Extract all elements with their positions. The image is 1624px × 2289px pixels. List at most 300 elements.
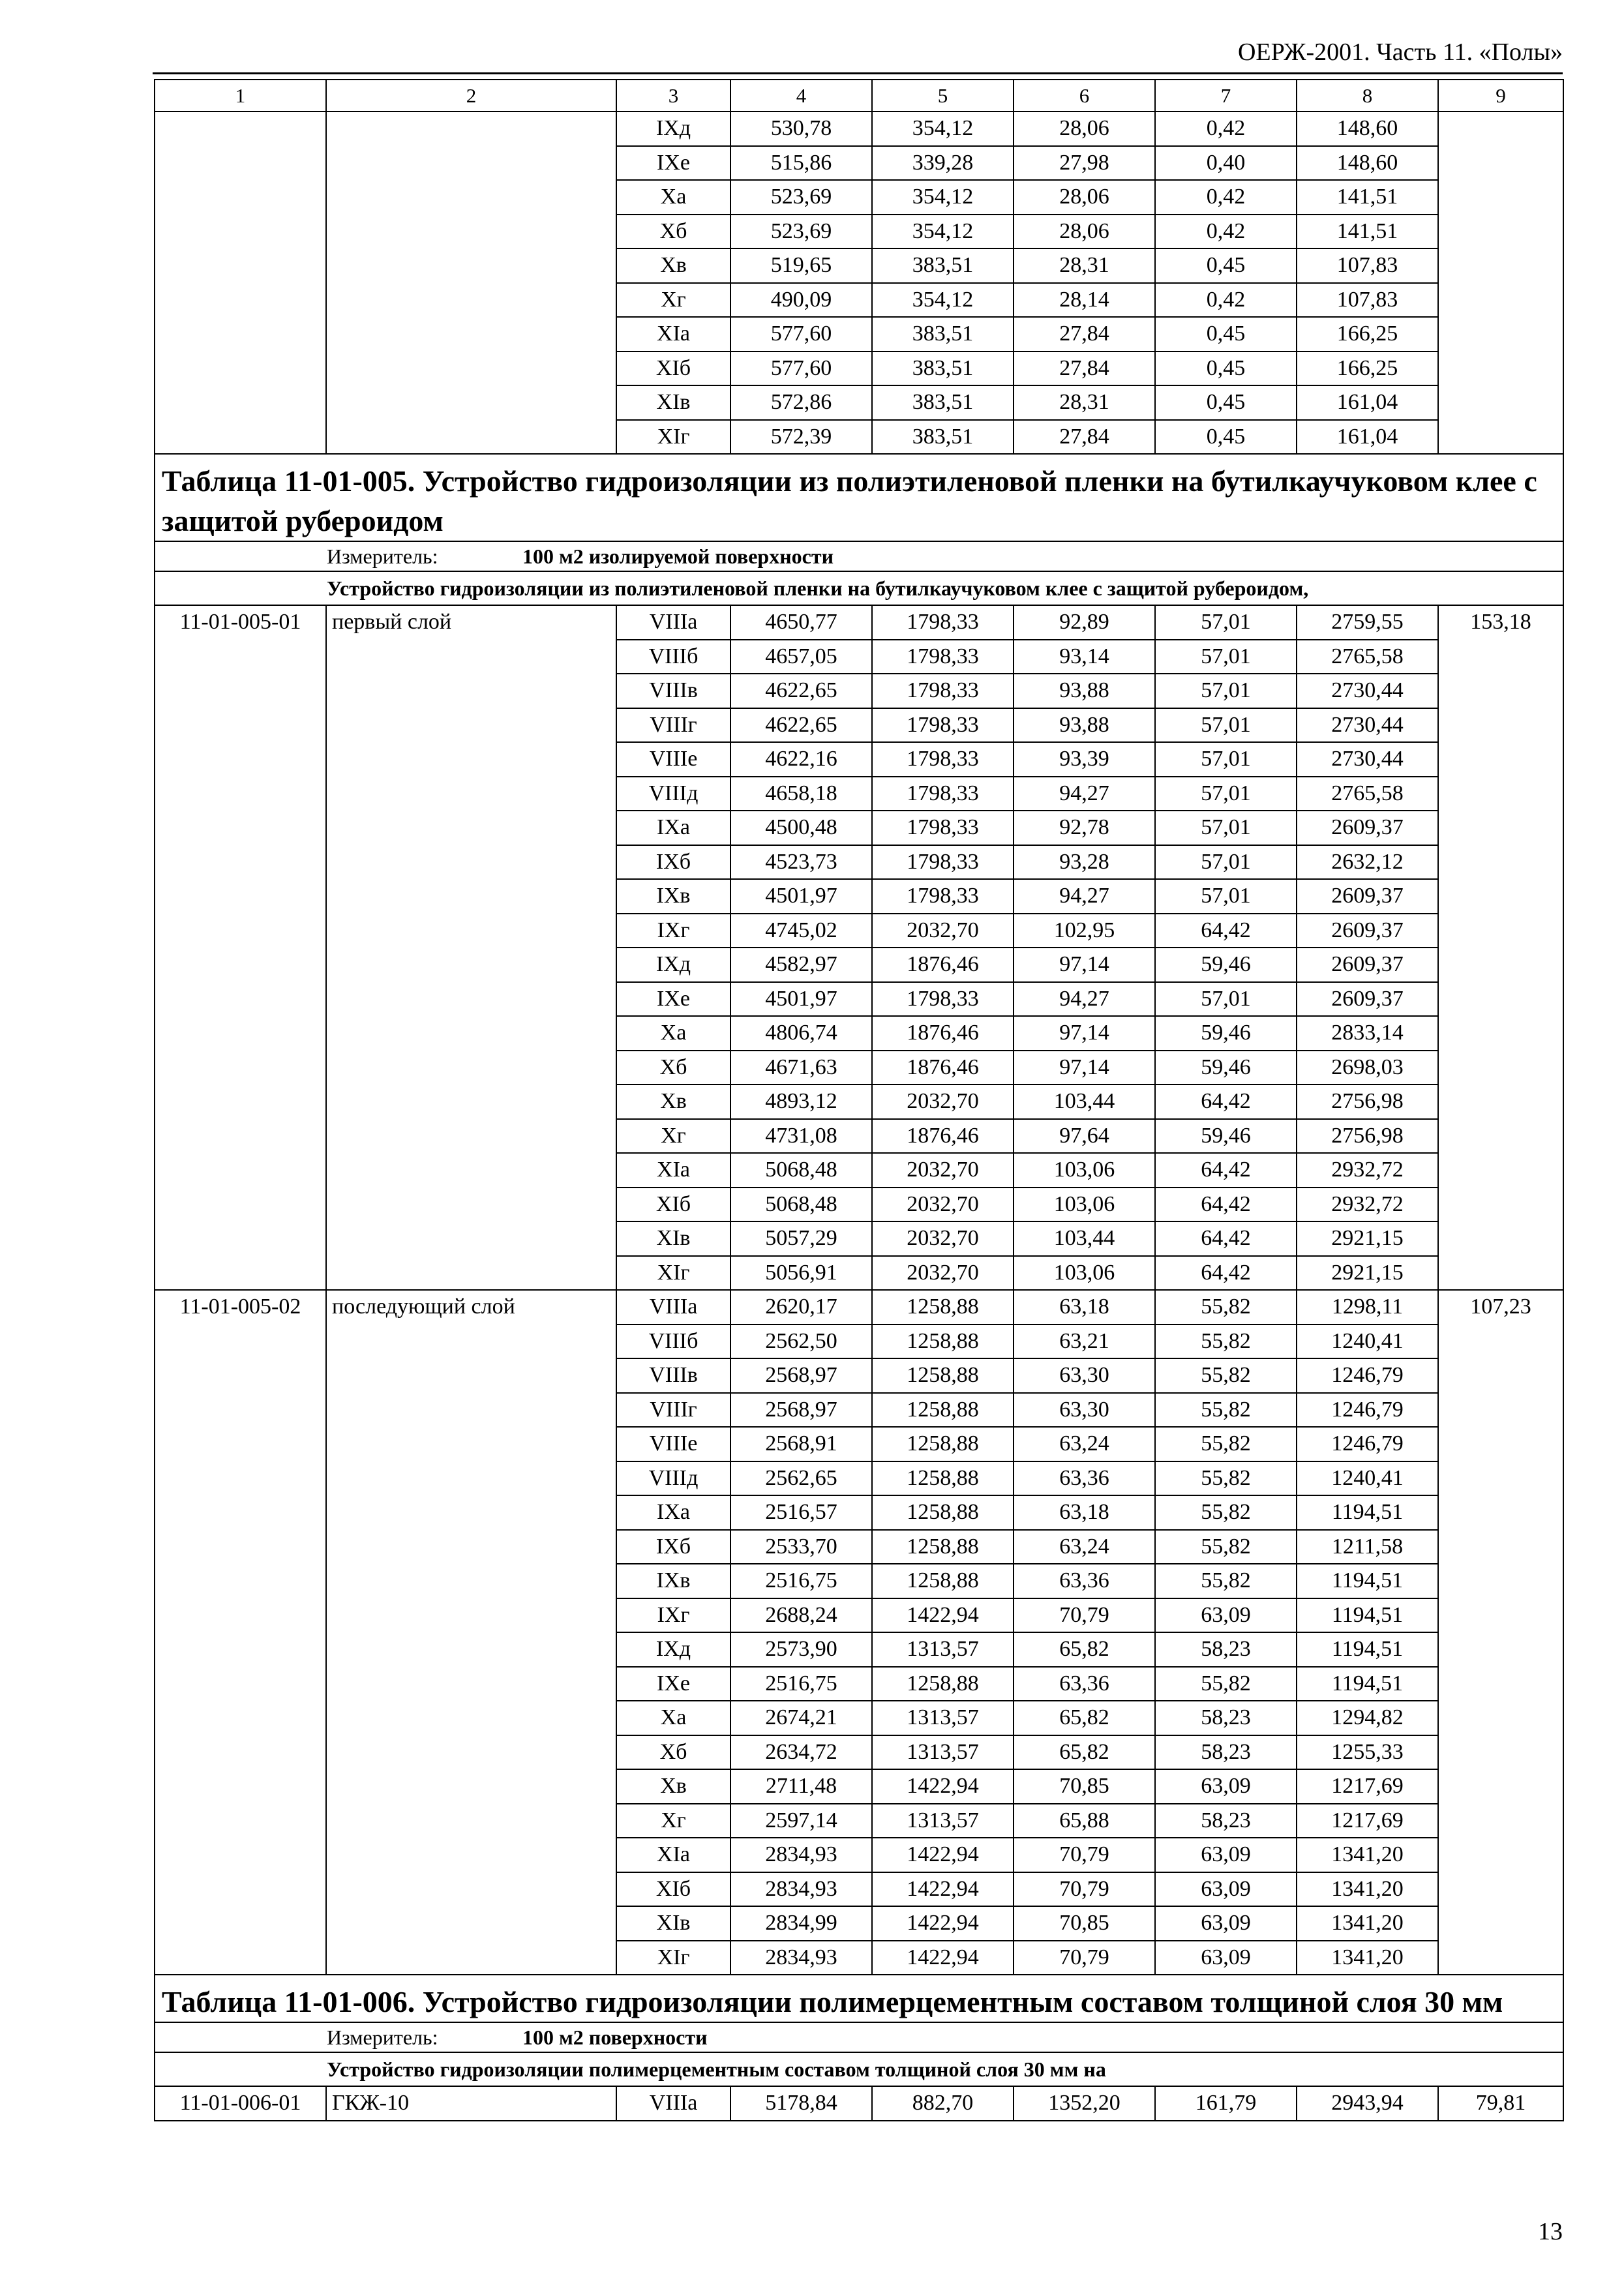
subheading: Устройство гидроизоляции полимерцементным составом толщиной слоя 30 мм на <box>155 2052 1563 2086</box>
value-cell: 2573,90 <box>730 1632 872 1667</box>
value-cell: 4658,18 <box>730 777 872 811</box>
value-cell: 383,51 <box>872 352 1014 386</box>
zone-cell: IXв <box>616 879 730 914</box>
zone-cell: IXе <box>616 982 730 1017</box>
value-cell: 28,06 <box>1014 215 1155 249</box>
value-cell: 161,04 <box>1297 420 1438 455</box>
value-cell: 2032,70 <box>872 1153 1014 1188</box>
zone-cell: Xб <box>616 215 730 249</box>
value-cell: 94,27 <box>1014 777 1155 811</box>
value-cell: 577,60 <box>730 352 872 386</box>
value-cell: 64,42 <box>1155 1153 1297 1188</box>
column-number: 8 <box>1297 80 1438 112</box>
meter-label: Измеритель: <box>327 545 438 568</box>
value-cell: 339,28 <box>872 146 1014 181</box>
value-cell: 4501,97 <box>730 879 872 914</box>
value-cell: 57,01 <box>1155 605 1297 640</box>
value-cell: 5057,29 <box>730 1221 872 1256</box>
value-cell: 65,82 <box>1014 1701 1155 1735</box>
value-cell: 1313,57 <box>872 1804 1014 1838</box>
value-cell: 59,46 <box>1155 948 1297 982</box>
zone-cell: XIб <box>616 1188 730 1222</box>
value-cell: 161,04 <box>1297 385 1438 420</box>
value-cell: 2609,37 <box>1297 879 1438 914</box>
value-cell: 572,39 <box>730 420 872 455</box>
zone-cell: XIа <box>616 317 730 352</box>
value-cell: 354,12 <box>872 215 1014 249</box>
value-cell: 2921,15 <box>1297 1221 1438 1256</box>
value-cell: 141,51 <box>1297 215 1438 249</box>
value-cell: 1798,33 <box>872 605 1014 640</box>
value-cell: 354,12 <box>872 180 1014 215</box>
table-row <box>155 2086 1563 2121</box>
value-cell: 63,36 <box>1014 1564 1155 1598</box>
zone-cell: XIв <box>616 1221 730 1256</box>
value-cell: 1294,82 <box>1297 1701 1438 1735</box>
value-cell: 27,84 <box>1014 420 1155 455</box>
value-cell: 28,31 <box>1014 385 1155 420</box>
value-cell: 1876,46 <box>872 1051 1014 1085</box>
column-number: 5 <box>872 80 1014 112</box>
value-cell: 1258,88 <box>872 1530 1014 1564</box>
value-cell: 1194,51 <box>1297 1667 1438 1701</box>
value-cell: 5056,91 <box>730 1256 872 1291</box>
subheading-row <box>155 571 1563 605</box>
value-cell: 1313,57 <box>872 1735 1014 1770</box>
value-cell: 166,25 <box>1297 352 1438 386</box>
value-cell: 2834,93 <box>730 1872 872 1907</box>
zone-cell: VIIIб <box>616 640 730 674</box>
value-cell: 57,01 <box>1155 742 1297 777</box>
value-cell: 1258,88 <box>872 1358 1014 1393</box>
value-cell: 4622,16 <box>730 742 872 777</box>
value-cell: 57,01 <box>1155 777 1297 811</box>
running-header: ОЕРЖ-2001. Часть 11. «Полы» <box>1237 38 1563 66</box>
value-cell: 63,09 <box>1155 1872 1297 1907</box>
table-title-row <box>155 1975 1563 2022</box>
value-cell: 2516,57 <box>730 1495 872 1530</box>
value-cell: 2632,12 <box>1297 845 1438 880</box>
value-cell: 97,64 <box>1014 1119 1155 1154</box>
value-cell: 2634,72 <box>730 1735 872 1770</box>
value-cell: 65,82 <box>1014 1632 1155 1667</box>
value-cell: 2568,97 <box>730 1358 872 1393</box>
value-cell: 1258,88 <box>872 1461 1014 1496</box>
value-cell: 2032,70 <box>872 914 1014 948</box>
value-cell: 1341,20 <box>1297 1838 1438 1872</box>
value-cell: 28,14 <box>1014 283 1155 318</box>
value-cell: 383,51 <box>872 317 1014 352</box>
value-cell: 0,45 <box>1155 317 1297 352</box>
value-cell: 4500,48 <box>730 811 872 845</box>
value-cell: 107,83 <box>1297 283 1438 318</box>
value-cell: 530,78 <box>730 112 872 146</box>
zone-cell: VIIIа <box>616 2086 730 2121</box>
value-cell: 0,42 <box>1155 180 1297 215</box>
value-cell: 2620,17 <box>730 1290 872 1324</box>
table-row <box>155 112 1563 146</box>
value-cell: 515,86 <box>730 146 872 181</box>
zone-cell: VIIIе <box>616 1427 730 1461</box>
value-cell: 107,83 <box>1297 248 1438 283</box>
value-cell: 2032,70 <box>872 1221 1014 1256</box>
value-cell: 0,42 <box>1155 283 1297 318</box>
value-cell: 94,27 <box>1014 982 1155 1017</box>
value-cell: 55,82 <box>1155 1667 1297 1701</box>
value-cell: 1258,88 <box>872 1393 1014 1428</box>
value-cell: 58,23 <box>1155 1735 1297 1770</box>
value-cell: 28,06 <box>1014 112 1155 146</box>
value-cell: 1876,46 <box>872 1119 1014 1154</box>
value-cell: 4582,97 <box>730 948 872 982</box>
zone-cell: Xб <box>616 1735 730 1770</box>
value-cell: 166,25 <box>1297 317 1438 352</box>
zone-cell: Xг <box>616 1804 730 1838</box>
value-cell: 1341,20 <box>1297 1872 1438 1907</box>
value-cell: 64,42 <box>1155 1188 1297 1222</box>
column-number: 4 <box>730 80 872 112</box>
value-cell: 2032,70 <box>872 1188 1014 1222</box>
value-cell: 103,06 <box>1014 1188 1155 1222</box>
value-cell: 523,69 <box>730 180 872 215</box>
value-cell: 1798,33 <box>872 982 1014 1017</box>
value-cell: 63,30 <box>1014 1393 1155 1428</box>
subheading: Устройство гидроизоляции из полиэтиленовой пленки на бутилкаучуковом клее с защитой рубероидом, <box>155 571 1563 605</box>
value-cell: 93,88 <box>1014 708 1155 743</box>
value-cell: 28,31 <box>1014 248 1155 283</box>
value-cell: 97,14 <box>1014 1051 1155 1085</box>
value-cell: 148,60 <box>1297 112 1438 146</box>
value-cell: 1217,69 <box>1297 1769 1438 1804</box>
value-cell: 4622,65 <box>730 674 872 708</box>
value-cell: 1422,94 <box>872 1769 1014 1804</box>
value-cell: 28,06 <box>1014 180 1155 215</box>
value-cell: 27,98 <box>1014 146 1155 181</box>
meter-value: 100 м2 поверхности <box>522 2026 708 2049</box>
value-cell: 57,01 <box>1155 811 1297 845</box>
rate-code: 11-01-005-02 <box>155 1290 326 1975</box>
zone-cell: IXд <box>616 112 730 146</box>
zone-cell: VIIIг <box>616 1393 730 1428</box>
value-cell: 93,39 <box>1014 742 1155 777</box>
value-cell: 55,82 <box>1155 1427 1297 1461</box>
rate-code: 11-01-006-01 <box>155 2086 326 2121</box>
value-cell: 1876,46 <box>872 948 1014 982</box>
value-cell: 2921,15 <box>1297 1256 1438 1291</box>
meter-row <box>155 2022 1563 2052</box>
value-cell: 63,09 <box>1155 1598 1297 1633</box>
value-cell: 1422,94 <box>872 1872 1014 1907</box>
value-cell: 2730,44 <box>1297 742 1438 777</box>
value-cell: 63,30 <box>1014 1358 1155 1393</box>
value-cell: 2597,14 <box>730 1804 872 1838</box>
value-cell: 1255,33 <box>1297 1735 1438 1770</box>
value-cell: 1258,88 <box>872 1667 1014 1701</box>
value-cell: 2834,93 <box>730 1941 872 1975</box>
value-cell: 0,45 <box>1155 385 1297 420</box>
value-cell: 383,51 <box>872 420 1014 455</box>
value-cell: 2711,48 <box>730 1769 872 1804</box>
work-name: первый слой <box>326 605 616 1290</box>
value-cell: 70,79 <box>1014 1872 1155 1907</box>
value-cell: 55,82 <box>1155 1564 1297 1598</box>
value-cell: 0,45 <box>1155 248 1297 283</box>
value-cell: 103,06 <box>1014 1256 1155 1291</box>
value-cell: 58,23 <box>1155 1701 1297 1735</box>
value-cell: 2765,58 <box>1297 640 1438 674</box>
value-cell: 1798,33 <box>872 777 1014 811</box>
value-cell: 1341,20 <box>1297 1941 1438 1975</box>
value-cell: 882,70 <box>872 2086 1014 2121</box>
value-cell: 93,14 <box>1014 640 1155 674</box>
value-cell: 27,84 <box>1014 352 1155 386</box>
work-name: последующий слой <box>326 1290 616 1975</box>
value-cell: 0,45 <box>1155 352 1297 386</box>
value-cell: 1194,51 <box>1297 1495 1438 1530</box>
value-cell: 63,36 <box>1014 1461 1155 1496</box>
value-cell: 0,42 <box>1155 112 1297 146</box>
code-cell <box>155 112 326 454</box>
zone-cell: VIIIв <box>616 1358 730 1393</box>
value-cell: 1422,94 <box>872 1941 1014 1975</box>
value-cell: 59,46 <box>1155 1051 1297 1085</box>
value-cell: 354,12 <box>872 112 1014 146</box>
value-cell: 2698,03 <box>1297 1051 1438 1085</box>
zone-cell: XIв <box>616 385 730 420</box>
value-cell: 2756,98 <box>1297 1119 1438 1154</box>
zone-cell: Xг <box>616 283 730 318</box>
value-cell: 57,01 <box>1155 845 1297 880</box>
value-cell: 57,01 <box>1155 982 1297 1017</box>
value-cell: 2032,70 <box>872 1256 1014 1291</box>
value-cell: 572,86 <box>730 385 872 420</box>
value-cell: 2833,14 <box>1297 1016 1438 1051</box>
value-cell: 141,51 <box>1297 180 1438 215</box>
value-cell: 63,09 <box>1155 1941 1297 1975</box>
zone-cell: VIIIд <box>616 777 730 811</box>
value-cell: 2609,37 <box>1297 811 1438 845</box>
value-cell: 4806,74 <box>730 1016 872 1051</box>
value-cell: 55,82 <box>1155 1290 1297 1324</box>
value-cell: 70,85 <box>1014 1906 1155 1941</box>
value-cell: 2562,65 <box>730 1461 872 1496</box>
zone-cell: VIIIг <box>616 708 730 743</box>
value-cell: 1258,88 <box>872 1324 1014 1359</box>
value-cell: 27,84 <box>1014 317 1155 352</box>
value-cell: 1258,88 <box>872 1495 1014 1530</box>
value-cell: 1876,46 <box>872 1016 1014 1051</box>
value-cell: 4893,12 <box>730 1085 872 1119</box>
value-cell: 2834,93 <box>730 1838 872 1872</box>
column-number: 1 <box>155 80 326 112</box>
value-cell: 383,51 <box>872 385 1014 420</box>
table-title-row <box>155 454 1563 541</box>
value-cell: 1422,94 <box>872 1838 1014 1872</box>
rate-code: 11-01-005-01 <box>155 605 326 1290</box>
zone-cell: Xб <box>616 1051 730 1085</box>
value-cell: 58,23 <box>1155 1804 1297 1838</box>
zone-cell: Xв <box>616 1769 730 1804</box>
value-cell: 1422,94 <box>872 1906 1014 1941</box>
value-cell: 63,09 <box>1155 1906 1297 1941</box>
value-cell: 59,46 <box>1155 1016 1297 1051</box>
value-cell: 97,14 <box>1014 1016 1155 1051</box>
value-cell: 1798,33 <box>872 674 1014 708</box>
value-cell: 1246,79 <box>1297 1358 1438 1393</box>
zone-cell: IXе <box>616 146 730 181</box>
value-cell: 1313,57 <box>872 1701 1014 1735</box>
value-cell: 93,88 <box>1014 674 1155 708</box>
value-cell: 4671,63 <box>730 1051 872 1085</box>
value-cell: 577,60 <box>730 317 872 352</box>
value-cell: 1258,88 <box>872 1290 1014 1324</box>
value-cell: 1217,69 <box>1297 1804 1438 1838</box>
value-cell: 383,51 <box>872 248 1014 283</box>
column-number: 3 <box>616 80 730 112</box>
value-cell: 103,44 <box>1014 1221 1155 1256</box>
column-number: 2 <box>326 80 616 112</box>
value-cell: 63,21 <box>1014 1324 1155 1359</box>
value-cell: 490,09 <box>730 283 872 318</box>
value-cell: 2568,97 <box>730 1393 872 1428</box>
subheading-row <box>155 2052 1563 2086</box>
meter-cell <box>155 2022 1563 2052</box>
zone-cell: Xа <box>616 180 730 215</box>
value-cell: 2568,91 <box>730 1427 872 1461</box>
value-cell: 2688,24 <box>730 1598 872 1633</box>
rates-table-body <box>155 80 1563 2121</box>
value-cell: 63,24 <box>1014 1530 1155 1564</box>
zone-cell: IXа <box>616 811 730 845</box>
value-cell: 103,44 <box>1014 1085 1155 1119</box>
value-cell: 63,18 <box>1014 1290 1155 1324</box>
value-cell: 65,88 <box>1014 1804 1155 1838</box>
value-cell: 4657,05 <box>730 640 872 674</box>
zone-cell: IXд <box>616 1632 730 1667</box>
col9-cell <box>1438 112 1563 454</box>
value-cell: 4523,73 <box>730 845 872 880</box>
table-title: Таблица 11-01-005. Устройство гидроизоляции из полиэтиленовой пленки на бутилкаучуковом клее с защитой рубероидом <box>155 454 1563 541</box>
value-cell: 1258,88 <box>872 1564 1014 1598</box>
value-cell: 2674,21 <box>730 1701 872 1735</box>
meter-value: 100 м2 изолируемой поверхности <box>522 545 834 568</box>
table-row <box>155 1290 1563 1324</box>
value-cell: 1422,94 <box>872 1598 1014 1633</box>
zone-cell: VIIIе <box>616 742 730 777</box>
table-row <box>155 605 1563 640</box>
value-cell: 148,60 <box>1297 146 1438 181</box>
value-cell: 70,79 <box>1014 1941 1155 1975</box>
column-number: 7 <box>1155 80 1297 112</box>
value-cell: 5068,48 <box>730 1188 872 1222</box>
column-number: 6 <box>1014 80 1155 112</box>
value-cell: 523,69 <box>730 215 872 249</box>
value-cell: 2730,44 <box>1297 708 1438 743</box>
zone-cell: XIг <box>616 1256 730 1291</box>
value-cell: 102,95 <box>1014 914 1155 948</box>
value-cell: 1798,33 <box>872 879 1014 914</box>
value-cell: 55,82 <box>1155 1530 1297 1564</box>
col9-cell: 79,81 <box>1438 2086 1563 2121</box>
value-cell: 5178,84 <box>730 2086 872 2121</box>
value-cell: 0,45 <box>1155 420 1297 455</box>
value-cell: 2756,98 <box>1297 1085 1438 1119</box>
zone-cell: IXг <box>616 914 730 948</box>
value-cell: 70,79 <box>1014 1838 1155 1872</box>
value-cell: 63,09 <box>1155 1838 1297 1872</box>
zone-cell: Xв <box>616 1085 730 1119</box>
zone-cell: IXб <box>616 1530 730 1564</box>
value-cell: 2932,72 <box>1297 1188 1438 1222</box>
value-cell: 57,01 <box>1155 674 1297 708</box>
value-cell: 55,82 <box>1155 1358 1297 1393</box>
value-cell: 0,40 <box>1155 146 1297 181</box>
value-cell: 58,23 <box>1155 1632 1297 1667</box>
value-cell: 2609,37 <box>1297 982 1438 1017</box>
value-cell: 65,82 <box>1014 1735 1155 1770</box>
value-cell: 1298,11 <box>1297 1290 1438 1324</box>
meter-cell <box>155 541 1563 571</box>
zone-cell: IXб <box>616 845 730 880</box>
zone-cell: XIв <box>616 1906 730 1941</box>
value-cell: 519,65 <box>730 248 872 283</box>
value-cell: 2730,44 <box>1297 674 1438 708</box>
value-cell: 2609,37 <box>1297 914 1438 948</box>
value-cell: 2932,72 <box>1297 1153 1438 1188</box>
value-cell: 1798,33 <box>872 742 1014 777</box>
meter-row <box>155 541 1563 571</box>
zone-cell: VIIIб <box>616 1324 730 1359</box>
value-cell: 92,78 <box>1014 811 1155 845</box>
value-cell: 103,06 <box>1014 1153 1155 1188</box>
value-cell: 1798,33 <box>872 708 1014 743</box>
value-cell: 1194,51 <box>1297 1564 1438 1598</box>
value-cell: 1341,20 <box>1297 1906 1438 1941</box>
value-cell: 1240,41 <box>1297 1324 1438 1359</box>
value-cell: 55,82 <box>1155 1393 1297 1428</box>
zone-cell: XIг <box>616 1941 730 1975</box>
value-cell: 1246,79 <box>1297 1427 1438 1461</box>
header-rule <box>153 72 1563 74</box>
column-number-row <box>155 80 1563 112</box>
zone-cell: VIIIа <box>616 605 730 640</box>
zone-cell: VIIIа <box>616 1290 730 1324</box>
zone-cell: Xг <box>616 1119 730 1154</box>
value-cell: 59,46 <box>1155 1119 1297 1154</box>
value-cell: 4745,02 <box>730 914 872 948</box>
value-cell: 93,28 <box>1014 845 1155 880</box>
value-cell: 70,85 <box>1014 1769 1155 1804</box>
value-cell: 4650,77 <box>730 605 872 640</box>
value-cell: 1258,88 <box>872 1427 1014 1461</box>
value-cell: 2516,75 <box>730 1667 872 1701</box>
value-cell: 1798,33 <box>872 811 1014 845</box>
table-title: Таблица 11-01-006. Устройство гидроизоляции полимерцементным составом толщиной слоя 30 мм <box>155 1975 1563 2022</box>
zone-cell: IXд <box>616 948 730 982</box>
value-cell: 1211,58 <box>1297 1530 1438 1564</box>
zone-cell: VIIIв <box>616 674 730 708</box>
value-cell: 94,27 <box>1014 879 1155 914</box>
value-cell: 1194,51 <box>1297 1632 1438 1667</box>
value-cell: 55,82 <box>1155 1324 1297 1359</box>
zone-cell: XIб <box>616 352 730 386</box>
value-cell: 63,18 <box>1014 1495 1155 1530</box>
value-cell: 2562,50 <box>730 1324 872 1359</box>
value-cell: 2516,75 <box>730 1564 872 1598</box>
zone-cell: IXе <box>616 1667 730 1701</box>
value-cell: 57,01 <box>1155 640 1297 674</box>
zone-cell: XIб <box>616 1872 730 1907</box>
